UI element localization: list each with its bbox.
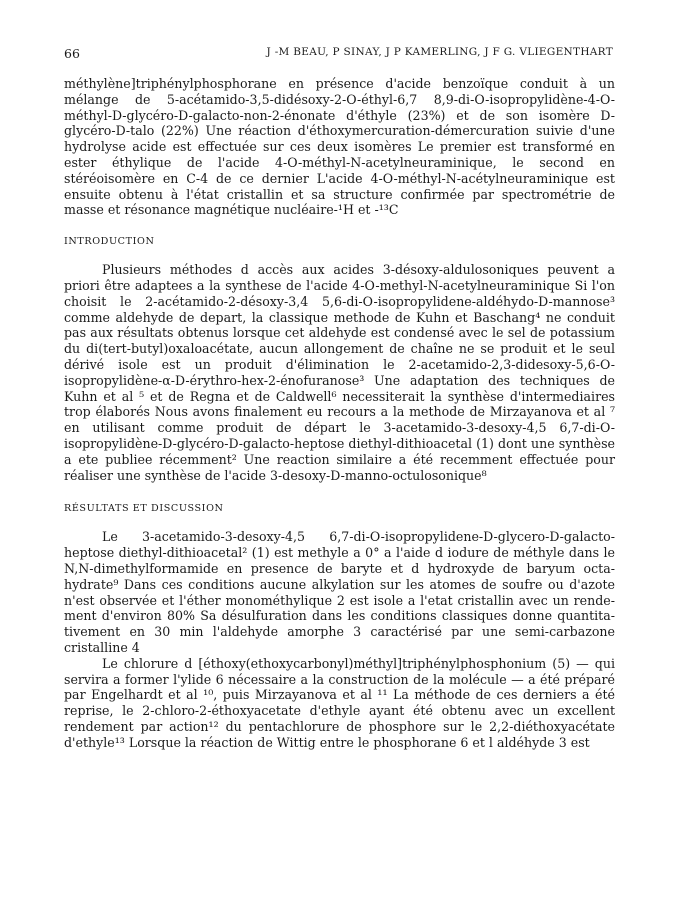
abstract-paragraph: méthylène]triphénylphosphorane en présence d'acide benzoïque conduit à un mélange de 5-acétamido-3,5-didésoxy-2-O-éthyl-6,7 8,9-di-O-isopropylidène-4-O-méthyl-D-glycéro-D-galacto-non-2-énonate d'éthyle (23%) et de son isomère D-glycéro-D-talo (22%) Une réaction d'éthoxymercuration-démercuration suivie d'une hydrolyse acide est effectuée sur ces deux isomères Le premier est transformé en ester éthylique de l'acide 4-O-méthyl-N-acetylneuraminique, le second en stéréoisomère en C-4 de ce dernier L'acide 4-O-méthyl-N-acétylneuraminique est ensuite obtenu à l'état cristallin et sa structure confirmée par spectrométrie de masse et résonance magnétique nucléaire-¹H et -¹³C: [64, 76, 615, 218]
running-header: [64, 46, 613, 62]
article-body: [64, 76, 615, 750]
results-heading: RÉSULTATS ET DISCUSSION: [64, 503, 224, 515]
results-paragraph-2: Le chlorure d [éthoxy(ethoxycarbonyl)méthyl]triphénylphosphonium (5) — qui servira a former l'ylide 6 nécessaire a la construction de la molécule — a été préparé par Engelhardt et al ¹⁰, puis Mirzayanova et al ¹¹ La méthode de ces derniers a été reprise, le 2-chloro-2-éthoxyacetate d'ethyle ayant été obtenu avec un excellent rendement par action¹² du pentachlorure de phosphore sur le 2,2-diéthoxyacétate d'ethyle¹³ Lorsque la réaction de Wittig entre le phosphorane 6 et l aldéhyde 3 est: [64, 655, 615, 750]
page-number: 66: [64, 46, 80, 61]
running-header-authors: J -M BEAU, P SINAY, J P KAMERLING, J F G. VLIEGENTHART: [266, 46, 613, 58]
introduction-heading: INTRODUCTION: [64, 236, 155, 248]
results-paragraph-1: Le 3-acetamido-3-desoxy-4,5 6,7-di-O-isopropylidene-D-glycero-D-galacto-heptose diethyl-dithioacetal² (1) est methyle a 0° a l'aide d iodure de méthyle dans le N,N-dimethylformamide en presence de baryte et d hydroxyde de baryum octa-hydrate⁹ Dans ces conditions aucune alkylation sur les atomes de soufre ou d'azote n'est observée et l'éther monométhylique 2 est isole a l'etat cristallin avec un rende-ment d'environ 80% Sa désulfuration dans les conditions classiques donne quantita-tivement en 30 min l'aldehyde amorphe 3 caractérisé par une semi-carbazone cristalline 4: [64, 529, 615, 655]
introduction-paragraph: Plusieurs méthodes d accès aux acides 3-désoxy-aldulosoniques peuvent a priori être adaptees a la synthese de l'acide 4-O-methyl-N-acetylneuraminique Si l'on choisit le 2-acétamido-2-désoxy-3,4 5,6-di-O-isopropylidene-aldéhydo-D-mannose³ comme aldehyde de depart, la classique methode de Kuhn et Baschang⁴ ne conduit pas aux résultats obtenus lorsque cet aldehyde est condensé avec le sel de potassium du di(tert-butyl)oxaloacétate, aucun allongement de chaîne ne se produit et le seul dérivé isole est un produit d'élimination le 2-acetamido-2,3-didesoxy-5,6-O-isopropylidène-α-D-érythro-hex-2-énofuranose³ Une adaptation des techniques de Kuhn et al ⁵ et de Regna et de Caldwell⁶ necessiterait la synthèse d'intermediaires trop élaborés Nous avons finalement eu recours a la methode de Mirzayanova et al ⁷ en utilisant comme produit de départ le 3-acetamido-3-desoxy-4,5 6,7-di-O-isopropylidène-D-glycéro-D-galacto-heptose diethyl-dithioacetal (1) dont une synthèse a ete publiee récemment² Une reaction similaire a été recemment effectuée pour réaliser une synthèse de l'acide 3-desoxy-D-manno-octulosonique⁸: [64, 262, 615, 483]
